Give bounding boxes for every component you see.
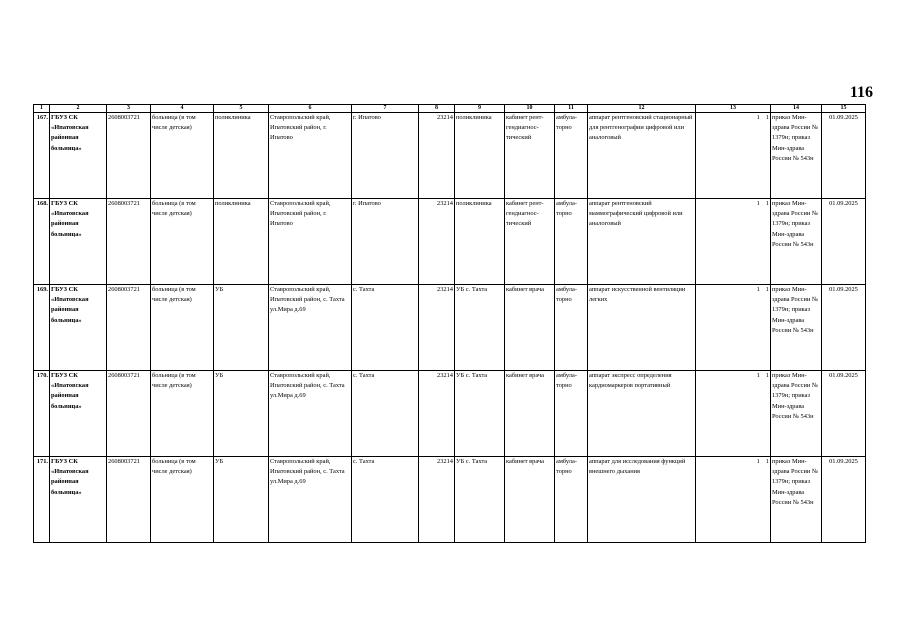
locality-cell: с. Тахта — [352, 285, 419, 371]
column-header: 8 — [419, 105, 455, 113]
address-cell: Ставропольский край, Ипатовский район, с. Тахта ул.Мира д.69 — [269, 457, 352, 543]
code-cell: 23214 — [419, 457, 455, 543]
unit-cell: УБ — [214, 285, 269, 371]
equipment-register-table — [33, 104, 866, 543]
inn-cell: 2608003721 — [107, 113, 151, 199]
room-cell: кабинет рент-гендиагнос-тический — [505, 113, 555, 199]
equipment-cell: аппарат рентгеновский маммографический цифровой или аналоговый — [588, 199, 696, 285]
room-cell: кабинет врача — [505, 285, 555, 371]
table-row — [34, 371, 866, 457]
quantity-cell — [696, 113, 771, 199]
page-number: 116 — [849, 84, 873, 101]
facility-type-cell: больница (в том числе детская) — [151, 199, 214, 285]
code-cell: 23214 — [419, 113, 455, 199]
facility-type-cell: больница (в том числе детская) — [151, 113, 214, 199]
order-cell: приказ Мин-здрава России № 1379н; приказ Мин-здрава России № 543н — [771, 285, 822, 371]
date-cell: 01.09.2025 — [822, 199, 866, 285]
condition-cell: амбула-торно — [555, 457, 588, 543]
locality-cell: с. Тахта — [352, 457, 419, 543]
inn-cell: 2608003721 — [107, 371, 151, 457]
unit-cell: УБ — [214, 457, 269, 543]
equipment-cell: аппарат искусственной вентиляции легких — [588, 285, 696, 371]
condition-cell: амбула-торно — [555, 199, 588, 285]
room-cell: кабинет врача — [505, 371, 555, 457]
row-number-cell: 169. — [34, 285, 50, 371]
column-header: 1 — [34, 105, 50, 113]
equipment-cell: аппарат для исследования функций внешнего дыхания — [588, 457, 696, 543]
address-cell: Ставропольский край, Ипатовский район, с. Тахта ул.Мира д.69 — [269, 371, 352, 457]
table-row — [34, 457, 866, 543]
inn-cell: 2608003721 — [107, 199, 151, 285]
column-header: 11 — [555, 105, 588, 113]
department-cell: УБ с. Тахта — [455, 371, 505, 457]
column-header: 9 — [455, 105, 505, 113]
date-cell: 01.09.2025 — [822, 457, 866, 543]
column-header: 2 — [50, 105, 107, 113]
quantity-value: 1 — [756, 372, 760, 379]
quantity-value: 1 — [765, 200, 769, 207]
column-number-row — [34, 105, 866, 113]
quantity-cell — [696, 199, 771, 285]
locality-cell: с. Тахта — [352, 371, 419, 457]
unit-cell: поликлиника — [214, 113, 269, 199]
quantity-cell — [696, 285, 771, 371]
condition-cell: амбула-торно — [555, 113, 588, 199]
organization-cell: ГБУЗ СК «Ипатовская районная больница» — [50, 457, 107, 543]
row-number-cell: 170. — [34, 371, 50, 457]
quantity-value: 1 — [756, 286, 760, 293]
column-header: 10 — [505, 105, 555, 113]
column-header: 13 — [696, 105, 771, 113]
column-header: 4 — [151, 105, 214, 113]
room-cell: кабинет врача — [505, 457, 555, 543]
order-cell: приказ Мин-здрава России № 1379н; приказ Мин-здрава России № 543н — [771, 199, 822, 285]
column-header: 6 — [269, 105, 352, 113]
condition-cell: амбула-торно — [555, 285, 588, 371]
column-header: 3 — [107, 105, 151, 113]
code-cell: 23214 — [419, 199, 455, 285]
facility-type-cell: больница (в том числе детская) — [151, 457, 214, 543]
equipment-cell: аппарат экспресс определения кардиомаркеров портативный — [588, 371, 696, 457]
unit-cell: поликлиника — [214, 199, 269, 285]
table-row — [34, 285, 866, 371]
order-cell: приказ Мин-здрава России № 1379н; приказ Мин-здрава России № 543н — [771, 371, 822, 457]
department-cell: поликлиника — [455, 199, 505, 285]
code-cell: 23214 — [419, 371, 455, 457]
quantity-value: 1 — [756, 200, 760, 207]
date-cell: 01.09.2025 — [822, 285, 866, 371]
locality-cell: г. Ипатово — [352, 199, 419, 285]
quantity-value: 1 — [765, 372, 769, 379]
quantity-value: 1 — [765, 114, 769, 121]
column-header: 14 — [771, 105, 822, 113]
organization-cell: ГБУЗ СК «Ипатовская районная больница» — [50, 113, 107, 199]
row-number-cell: 171. — [34, 457, 50, 543]
organization-cell: ГБУЗ СК «Ипатовская районная больница» — [50, 285, 107, 371]
inn-cell: 2608003721 — [107, 457, 151, 543]
quantity-cell — [696, 457, 771, 543]
locality-cell: г. Ипатово — [352, 113, 419, 199]
order-cell: приказ Мин-здрава России № 1379н; приказ Мин-здрава России № 543н — [771, 113, 822, 199]
condition-cell: амбула-торно — [555, 371, 588, 457]
quantity-value: 1 — [756, 458, 760, 465]
unit-cell: УБ — [214, 371, 269, 457]
organization-cell: ГБУЗ СК «Ипатовская районная больница» — [50, 199, 107, 285]
department-cell: УБ с. Тахта — [455, 285, 505, 371]
inn-cell: 2608003721 — [107, 285, 151, 371]
room-cell: кабинет рент-гендиагнос-тический — [505, 199, 555, 285]
department-cell: УБ с. Тахта — [455, 457, 505, 543]
column-header: 15 — [822, 105, 866, 113]
facility-type-cell: больница (в том числе детская) — [151, 371, 214, 457]
address-cell: Ставропольский край, Ипатовский район, с. Тахта ул.Мира д.69 — [269, 285, 352, 371]
row-number-cell: 167. — [34, 113, 50, 199]
quantity-cell — [696, 371, 771, 457]
table-row — [34, 199, 866, 285]
column-header: 5 — [214, 105, 269, 113]
organization-cell: ГБУЗ СК «Ипатовская районная больница» — [50, 371, 107, 457]
column-header: 12 — [588, 105, 696, 113]
row-number-cell: 168. — [34, 199, 50, 285]
date-cell: 01.09.2025 — [822, 113, 866, 199]
address-cell: Ставропольский край, Ипатовский район, г. Ипатово — [269, 199, 352, 285]
quantity-value: 1 — [756, 114, 760, 121]
table-row — [34, 113, 866, 199]
quantity-value: 1 — [765, 458, 769, 465]
facility-type-cell: больница (в том числе детская) — [151, 285, 214, 371]
date-cell: 01.09.2025 — [822, 371, 866, 457]
equipment-cell: аппарат рентгеновский стационарный для рентгенографии цифровой или аналоговый — [588, 113, 696, 199]
address-cell: Ставропольский край, Ипатовский район, г. Ипатово — [269, 113, 352, 199]
department-cell: поликлиника — [455, 113, 505, 199]
quantity-value: 1 — [765, 286, 769, 293]
column-header: 7 — [352, 105, 419, 113]
code-cell: 23214 — [419, 285, 455, 371]
order-cell: приказ Мин-здрава России № 1379н; приказ Мин-здрава России № 543н — [771, 457, 822, 543]
